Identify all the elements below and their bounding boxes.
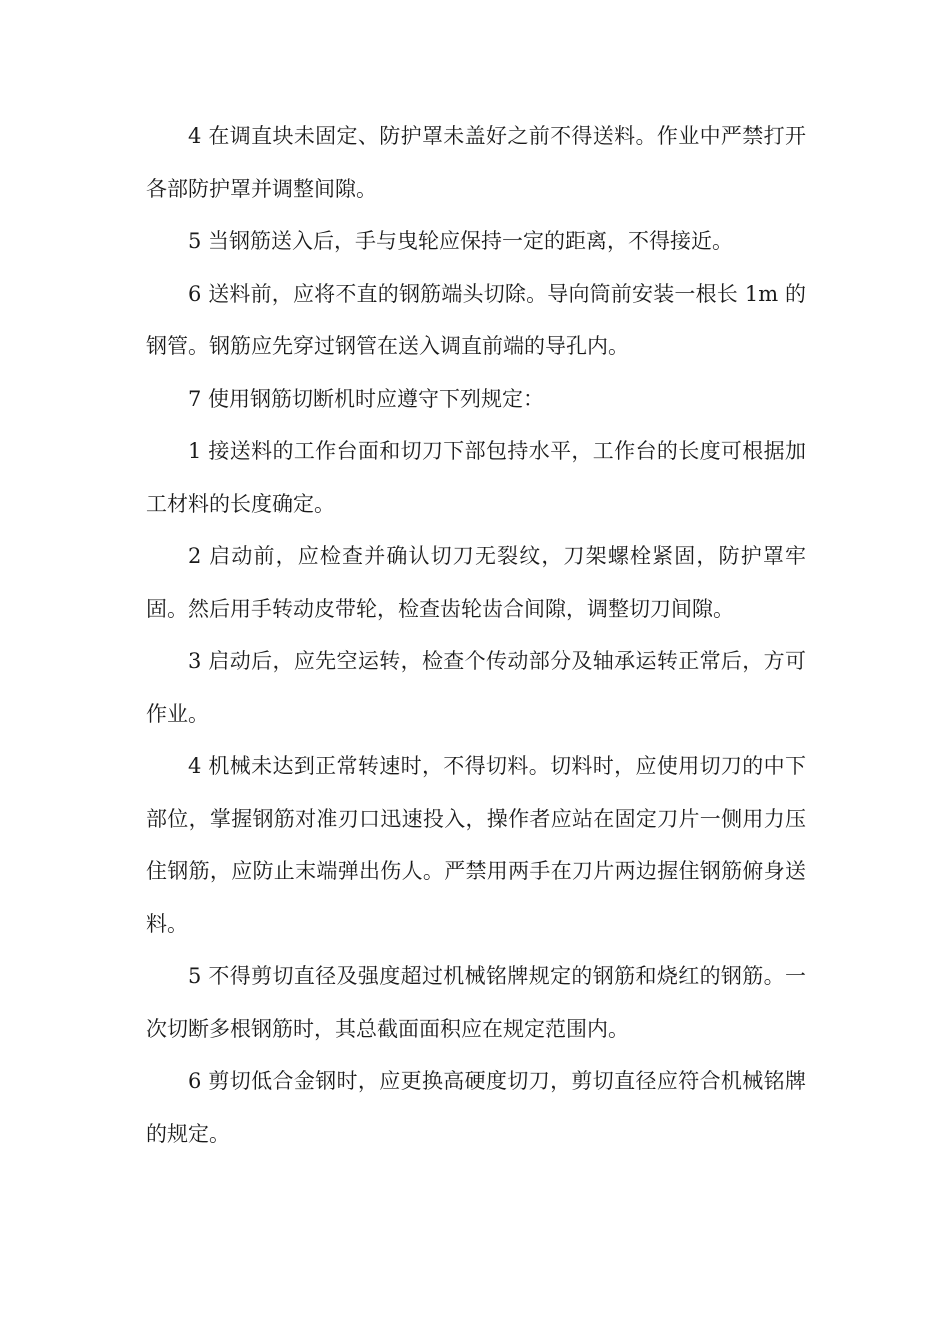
paragraph-subitem-1-worktable: 1 接送料的工作台面和切刀下部包持水平，工作台的长度可根据加工材料的长度确定。 bbox=[146, 439, 806, 516]
paragraph-subitem-3-after-start: 3 启动后，应先空运转，检查个传动部分及轴承运转正常后，方可作业。 bbox=[146, 649, 806, 726]
paragraph-subitem-6-alloy-steel: 6 剪切低合金钢时，应更换高硬度切刀，剪切直径应符合机械铭牌的规定。 bbox=[146, 1069, 806, 1146]
paragraph-item-6-feed-prep: 6 送料前，应将不直的钢筋端头切除。导向筒前安装一根长 1m 的钢管。钢筋应先穿过钢管在送入调直前端的导孔内。 bbox=[146, 281, 806, 358]
paragraph-item-7-cutter-rules: 7 使用钢筋切断机时应遵守下列规定： bbox=[188, 386, 545, 411]
document-body bbox=[146, 110, 806, 1160]
paragraph-subitem-2-before-start: 2 启动前，应检查并确认切刀无裂纹，刀架螺栓紧固，防护罩牢固。然后用手转动皮带轮，检查齿轮齿合间隙，调整切刀间隙。 bbox=[146, 544, 806, 621]
paragraph-subitem-5-limits: 5 不得剪切直径及强度超过机械铭牌规定的钢筋和烧红的钢筋。一次切断多根钢筋时，其总截面面积应在规定范围内。 bbox=[146, 964, 806, 1041]
paragraph-item-4-feed: 4 在调直块未固定、防护罩未盖好之前不得送料。作业中严禁打开各部防护罩并调整间隙。 bbox=[146, 124, 806, 201]
paragraph-item-5-hands: 5 当钢筋送入后，手与曳轮应保持一定的距离，不得接近。 bbox=[188, 229, 734, 253]
paragraph-subitem-4-cutting: 4 机械未达到正常转速时，不得切料。切料时，应使用切刀的中下部位，掌握钢筋对准刃口迅速投入，操作者应站在固定刀片一侧用力压住钢筋，应防止末端弹出伤人。严禁用两手在刀片两边握住钢筋俯身送料。 bbox=[146, 754, 806, 936]
